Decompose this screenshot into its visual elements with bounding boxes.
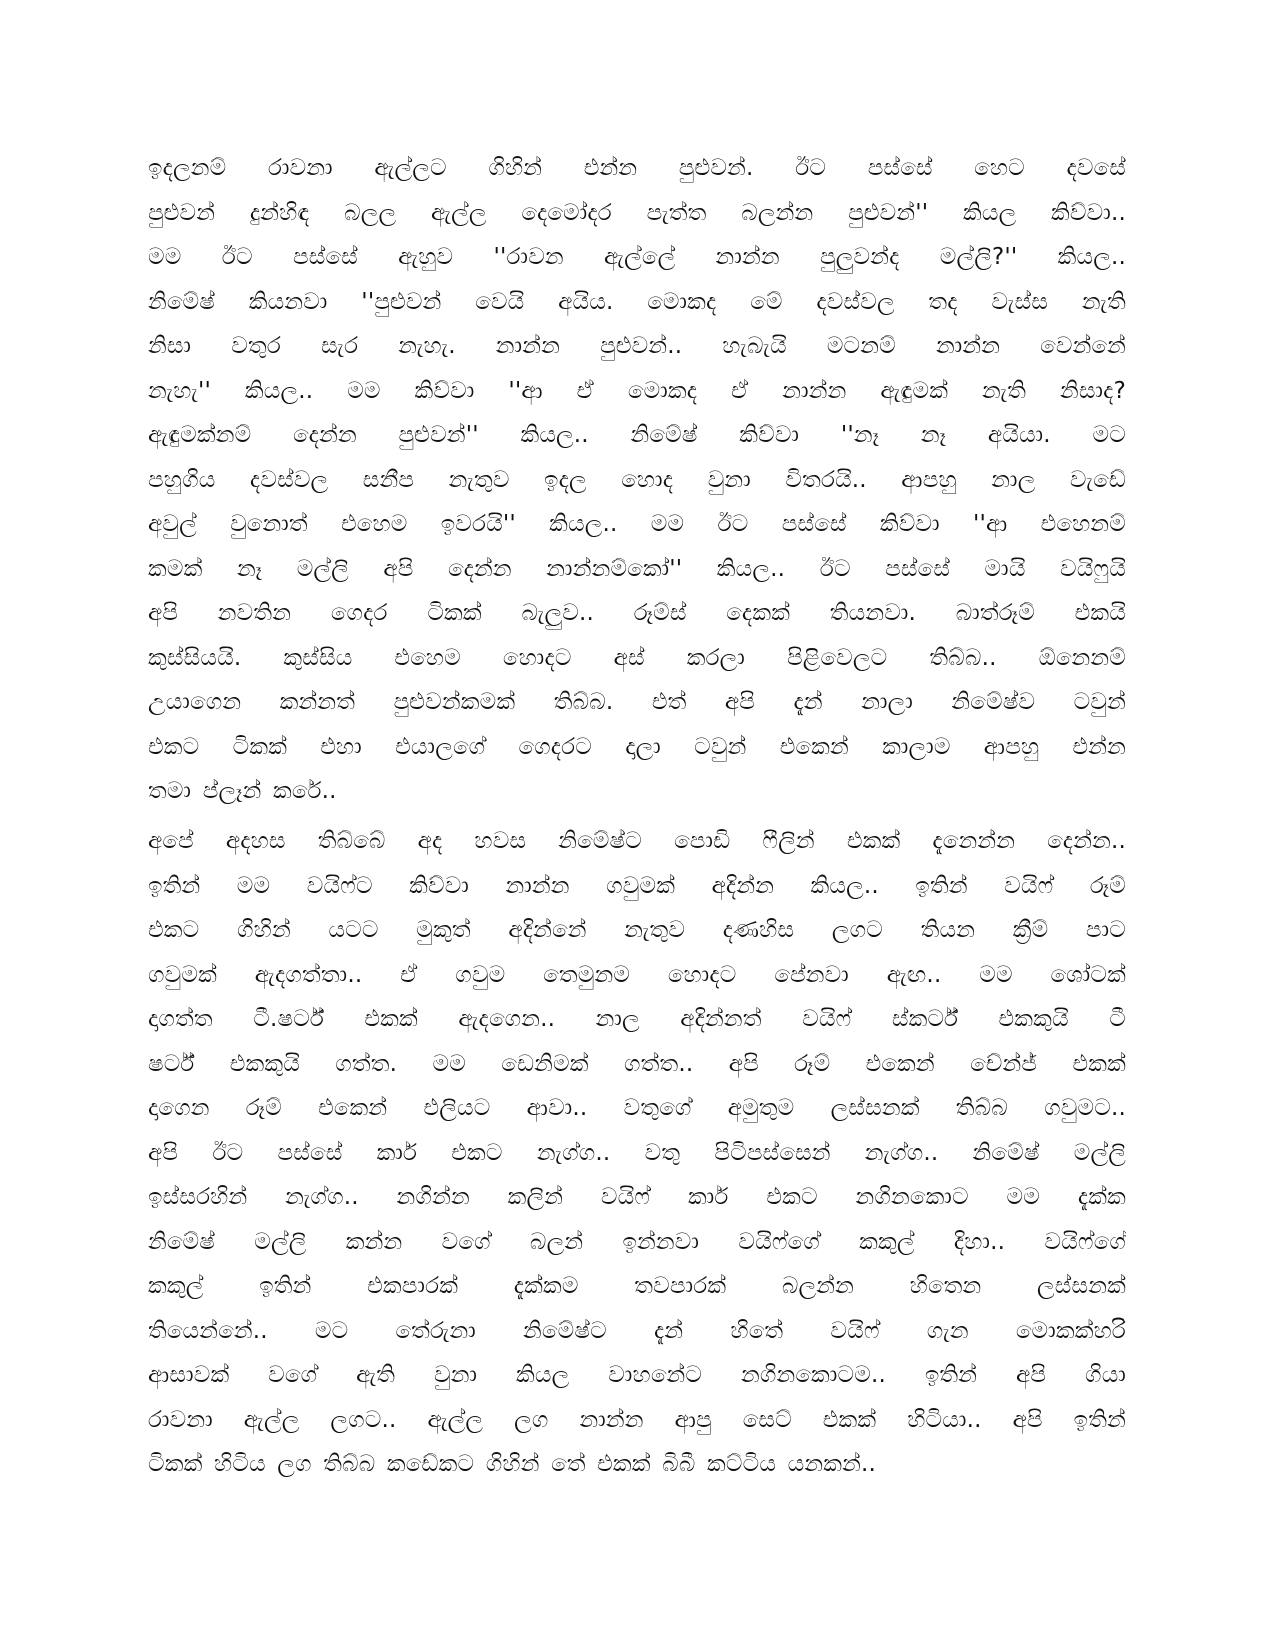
text-line: පහුගිය දවස්වල සනීප නැතුව ඉදල හොද වුනා විතරයි.. ආපහු නාල වැඩේ [148,466,1126,493]
text-line: එකට ටිකක් එහා එයාලගේ ගෙදරට දාලා ටවුන් එකෙන් කාලාම ආපහු එන්න [148,733,1126,760]
text-line: ඇඳුමක්නම් දෙන්න පුළුවන්'' කියල.. නිමේෂ් කිව්වා ''නෑ නෑ අයියා. මට [148,422,1126,448]
text-line: තමා ප්ලෑන් කරේ.. [148,778,337,804]
text-line: නිසා වතුර සැර නැහැ. නාන්න පුළුවන්.. හැබැයි මටනම් නාන්න වෙන්නේ [148,333,1126,359]
text-line: එකට ගිහින් යටට මුකුත් අදින්නේ නැතුව දණහිස ලගට තියන ක්‍රීම් පාට [148,917,1126,943]
text-line: ඉදලනම් රාවනා ඇල්ලට ගිහින් එන්න පුළුවන්. ඊට පස්සේ හෙට දවසේ [148,155,1126,181]
paragraph-2 [148,819,1126,1487]
text-line: නැහැ'' කියල.. මම කිව්වා ''ආ ඒ මොකද ඒ නාන්න ඇඳුමක් නැති නිසාද? [148,377,1126,404]
text-line: අපේ අදහස තිබ්බේ අද හවස නිමේෂ්ට පොඩි ෆීලින් එකක් දැනෙන්න දෙන්න.. [148,828,1126,854]
text-line: නිමේෂ් මල්ලි කන්න වගේ බලන් ඉන්නවා වයිෆ්ගේ කකුල් දිහා.. වයිෆ්ගේ [148,1228,1126,1255]
paragraph-1 [148,146,1126,814]
text-line: දාගෙන රූම් එකෙන් එලියට ආවා.. වතුගේ අමුතුම ලස්සනක් තිබ්බ ගවුමට.. [148,1095,1126,1121]
text-line: මම ඊට පස්සේ ඇහුව ''රාවන ඇල්ලේ නාන්න පුලුවන්ද මල්ලි?'' කියල.. [148,244,1126,270]
text-line: තියෙන්නේ.. මට තේරුනා නිමේෂ්ට දැන් හිතේ වයිෆ් ගැන මොකක්හරි [148,1317,1126,1344]
text-line: පුළුවන් දුන්හිඳ බලල ඇල්ල දෙමෝදර පැත්ත බලන්න පුළුවන්'' කියල කිව්වා.. [148,199,1126,226]
text-line: අපි නවතින ගෙදර ටිකක් බැලුව.. රූම්ස් දෙකක් තියනවා. බාත්රූම් එකයි [148,600,1126,626]
text-line: ෂර්ට් එකකුයි ගත්ත. මම ඩෙනිමක් ගත්ත.. අපි රූම් එකෙන් චේන්ජ් එකක් [148,1050,1126,1077]
text-line: ඉතින් මම වයිෆ්ට කිව්වා නාන්න ගවුමක් අදින්න කියල.. ඉතින් වයිෆ් රූම් [148,872,1126,899]
text-line: රාවනා ඇල්ල ලගට.. ඇල්ල ලග නාන්න ආපු සෙට් එකක් හිටියා.. අපි ඉතින් [148,1406,1126,1433]
text-line: ගවුමක් ඇදගත්තා.. ඒ ගවුම තෙමුනම හොදට පේනවා ඇඟ.. මම ශෝටක් [148,961,1126,988]
text-line: කමක් නෑ මල්ලි අපි දෙන්න නාන්නම්කෝ'' කියල.. ඊට පස්සේ මායි වයිෆුයි [148,555,1126,582]
text-line: අපි ඊට පස්සේ කාර් එකට නැග්ග.. වතු පිටිපස්සෙන් නැග්ග.. නිමේෂ් මල්ලි [148,1139,1126,1166]
text-line: නිමේෂ් කියනවා ''පුළුවන් වෙයි අයිය. මොකද මේ දවස්වල තද වැස්ස නැති [148,288,1126,315]
text-line: දාගත්ත ටී.ෂර්ට් එකක් ඇදගෙන.. නාල අදින්නත් වයිෆ් ස්කර්ට් එකකුයි ටී [148,1006,1126,1032]
text-line: කකුල් ඉතින් එකපාරක් දැක්කම තවපාරක් බලන්න හිතෙන ලස්සනක් [148,1273,1126,1299]
text-line: ආසාවක් වගේ ඇති වුනා කියල වාහනේට නගිනකොටම.. ඉතින් අපි ගියා [148,1362,1126,1388]
text-line: උයාගෙන කන්නත් පුළුවන්කමක් තිබ්බ. එත් අපි දැන් නාලා නිමේෂ්ව ටවුන් [148,689,1126,715]
text-line: ඉස්සරහින් නැග්ග.. නගින්න කලින් වයිෆ් කාර් එකට නගිනකොට මම දැක්ක [148,1184,1126,1210]
text-line: ටිකක් හිටිය ලග තිබ්බ කඩේකට ගිහින් තේ එකක් බිබී කට්ටිය යනකන්.. [148,1451,876,1477]
text-line: අවුල් වුනොත් එහෙම ඉවරයි'' කියල.. මම ඊට පස්සේ කිව්වා ''ආ එහෙනම් [148,511,1126,537]
text-line: කුස්සියයි. කුස්සිය එහෙම හොදට අස් කරලා පිළිවෙලට තිබ්බ.. ඕනෙනම් [148,644,1126,671]
